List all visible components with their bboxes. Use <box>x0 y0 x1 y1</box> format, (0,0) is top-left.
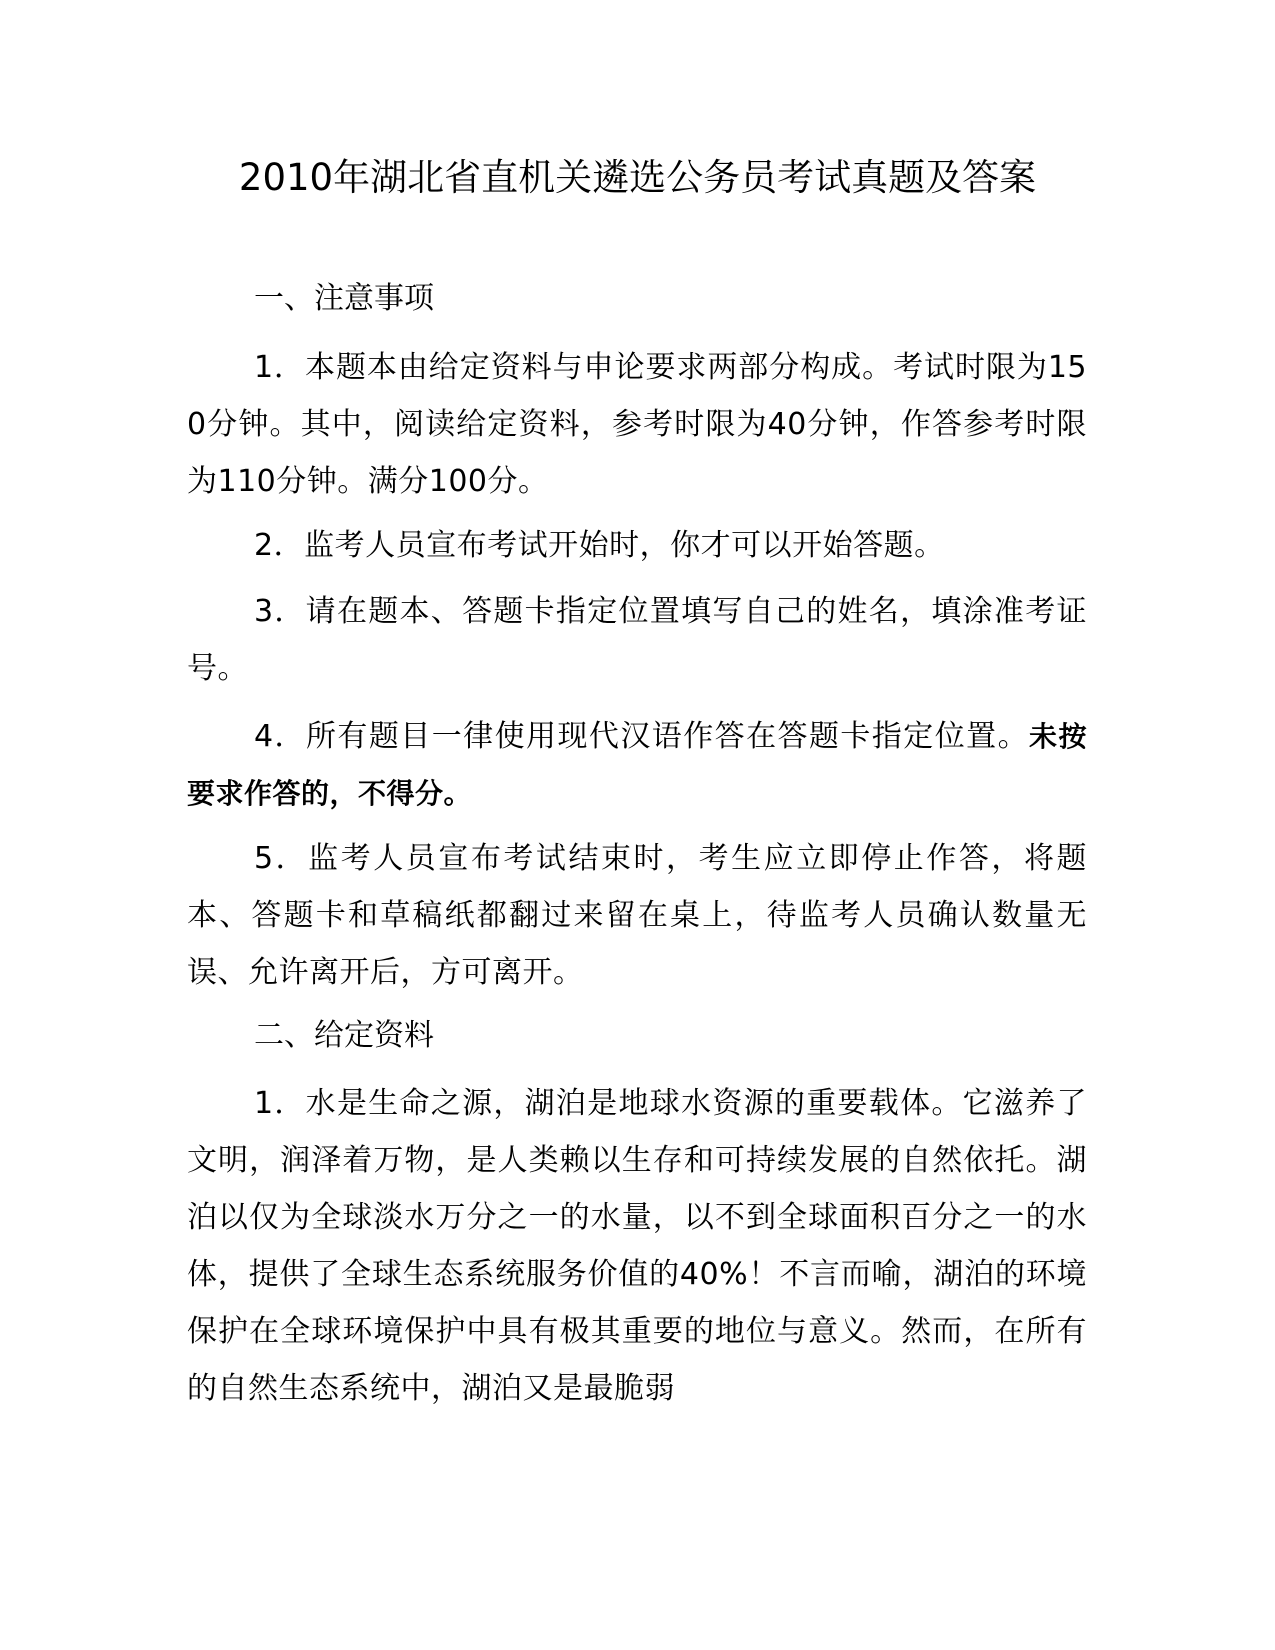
notes-item-5: 5．监考人员宣布考试结束时，考生应立即停止作答，将题本、答题卡和草稿纸都翻过来留在桌上，待监考人员确认数量无误、允许离开后，方可离开。 <box>187 841 1087 990</box>
section-heading-materials: 二、给定资料 <box>254 1018 434 1053</box>
document-title: 2010年湖北省直机关遴选公务员考试真题及答案 <box>238 156 1037 199</box>
notes-item-4-text: 4．所有题目一律使用现代汉语作答在答题卡指定位置。 <box>254 719 1030 754</box>
notes-item-2: 2．监考人员宣布考试开始时，你才可以开始答题。 <box>254 528 945 563</box>
section-heading-notes: 一、注意事项 <box>254 281 434 316</box>
notes-item-3: 3．请在题本、答题卡指定位置填写自己的姓名，填涂准考证号。 <box>187 594 1087 686</box>
notes-item-1: 1．本题本由给定资料与申论要求两部分构成。考试时限为150分钟。其中，阅读给定资料，参考时限为40分钟，作答参考时限为110分钟。满分100分。 <box>187 350 1087 499</box>
notes-item-4-note: 未按要求作答的，不得分。 <box>187 720 1087 810</box>
materials-paragraph-1: 1．水是生命之源，湖泊是地球水资源的重要载体。它滋养了文明，润泽着万物，是人类赖以生存和可持续发展的自然依托。湖泊以仅为全球淡水万分之一的水量，以不到全球面积百分之一的水体，提供了全球生态系统服务价值的40%！不言而喻，湖泊的环境保护在全球环境保护中具有极其重要的地位与意义。然而，在所有的自然生态系统中，湖泊又是最脆弱 <box>187 1086 1087 1406</box>
notes-item-4 <box>187 708 1087 822</box>
